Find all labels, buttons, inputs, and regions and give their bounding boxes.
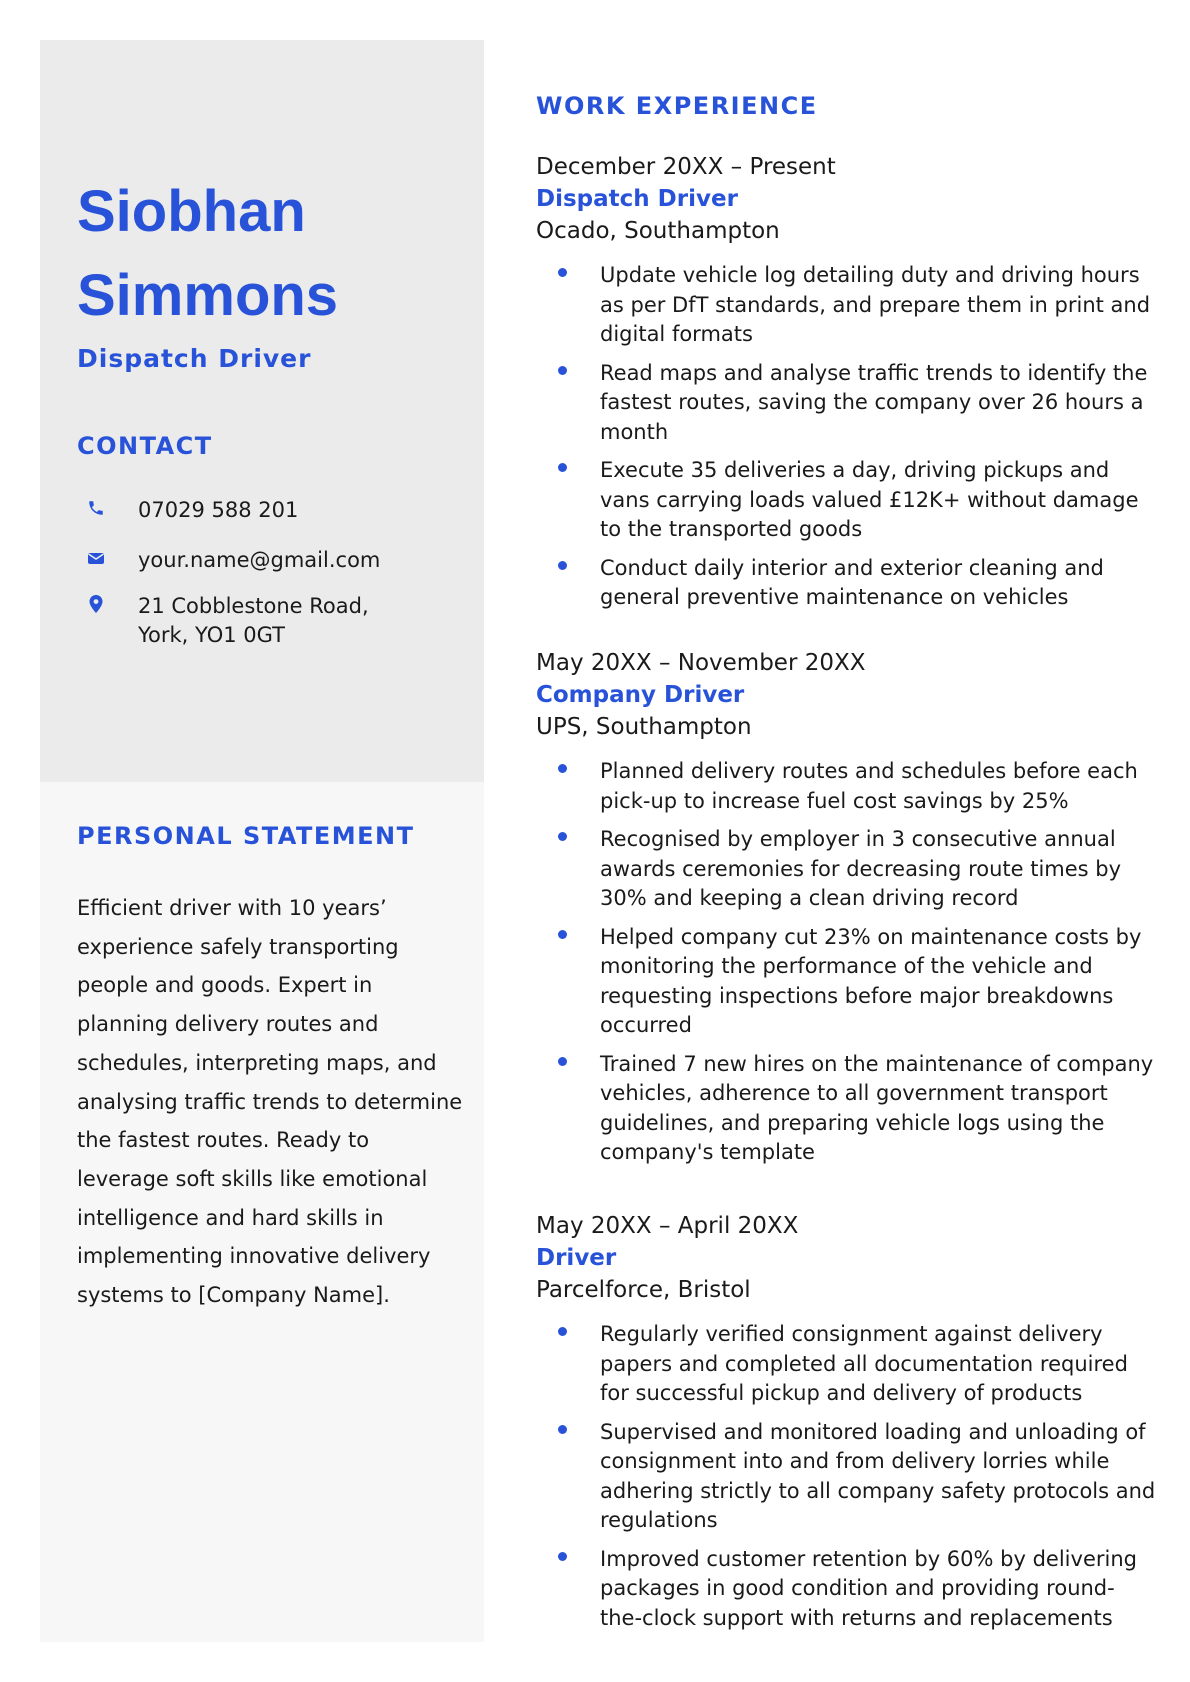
job-bullets	[536, 757, 1156, 1168]
bullet-dot-icon	[558, 1057, 567, 1066]
job-company: Ocado, Southampton	[536, 218, 780, 244]
job-company: Parcelforce, Bristol	[536, 1277, 751, 1303]
bullet-dot-icon	[558, 1327, 567, 1336]
bullet-dot-icon	[558, 1425, 567, 1434]
email-address: your.name@gmail.com	[138, 548, 381, 572]
last-name: Simmons	[77, 263, 339, 328]
candidate-name	[77, 170, 338, 338]
phone-icon	[84, 496, 108, 520]
bullet-dot-icon	[558, 832, 567, 841]
job-bullet: Update vehicle log detailing duty and driving hours as per DfT standards, and prepare them in print and digital formats	[536, 261, 1156, 350]
job-bullet: Helped company cut 23% on maintenance costs by monitoring the performance of the vehicle and requesting inspections before major breakdowns occurred	[536, 923, 1156, 1041]
bullet-dot-icon	[558, 268, 567, 277]
envelope-icon	[84, 546, 108, 570]
job-bullet: Read maps and analyse traffic trends to identify the fastest routes, saving the company over 26 hours a month	[536, 359, 1156, 448]
job-bullet: Execute 35 deliveries a day, driving pickups and vans carrying loads valued £12K+ without damage to the transported goods	[536, 456, 1156, 545]
bullet-dot-icon	[558, 463, 567, 472]
job-bullet: Trained 7 new hires on the maintenance of company vehicles, adherence to all government transport guidelines, and preparing vehicle logs using the company's template	[536, 1050, 1156, 1168]
job-company: UPS, Southampton	[536, 714, 752, 740]
job-title: Dispatch Driver	[536, 186, 738, 212]
job-bullet: Conduct daily interior and exterior cleaning and general preventive maintenance on vehicles	[536, 554, 1156, 613]
bullet-dot-icon	[558, 366, 567, 375]
address-line-2: York, YO1 0GT	[138, 623, 285, 647]
bullet-dot-icon	[558, 561, 567, 570]
bullet-dot-icon	[558, 1552, 567, 1561]
contact-heading: CONTACT	[77, 432, 213, 460]
first-name: Siobhan	[77, 179, 306, 244]
job-title: Company Driver	[536, 682, 745, 708]
job-dates: December 20XX – Present	[536, 154, 836, 180]
job-entry-ups	[536, 647, 1156, 1177]
contact-email[interactable]	[84, 546, 380, 575]
job-dates: May 20XX – April 20XX	[536, 1213, 799, 1239]
work-experience-heading: WORK EXPERIENCE	[536, 92, 818, 120]
job-bullet: Supervised and monitored loading and unloading of consignment into and from delivery lorries while adhering strictly to all company safety protocols and regulations	[536, 1418, 1156, 1536]
job-bullet: Improved customer retention by 60% by delivering packages in good condition and providing round-the-clock support with returns and replacements	[536, 1545, 1156, 1634]
job-entry-parcelforce	[536, 1210, 1156, 1642]
job-bullet: Recognised by employer in 3 consecutive annual awards ceremonies for decreasing route times by 30% and keeping a clean driving record	[536, 825, 1156, 914]
contact-address	[84, 592, 369, 650]
address-line-1: 21 Cobblestone Road,	[138, 594, 369, 618]
personal-statement-text: Efficient driver with 10 years’ experience safely transporting people and goods. Expert in planning delivery routes and schedules, interpreting maps, and analysing traffic trends to determine the fastest routes. Ready to leverage soft skills like emotional intelligence and hard skills in implementing innovative delivery systems to [Company Name].	[77, 896, 463, 1308]
job-bullets	[536, 1320, 1156, 1633]
job-entry-ocado	[536, 151, 1156, 622]
bullet-dot-icon	[558, 764, 567, 773]
sidebar-top-panel	[40, 40, 484, 782]
job-dates: May 20XX – November 20XX	[536, 650, 866, 676]
job-role: Dispatch Driver	[77, 344, 312, 373]
job-bullets	[536, 261, 1156, 613]
job-title: Driver	[536, 1245, 617, 1271]
contact-phone[interactable]	[84, 496, 298, 525]
location-pin-icon	[84, 592, 108, 616]
personal-statement-heading: PERSONAL STATEMENT	[77, 822, 415, 850]
phone-number: 07029 588 201	[138, 498, 299, 522]
job-bullet: Regularly verified consignment against delivery papers and completed all documentation required for successful pickup and delivery of products	[536, 1320, 1156, 1409]
bullet-dot-icon	[558, 930, 567, 939]
job-bullet: Planned delivery routes and schedules before each pick-up to increase fuel cost savings by 25%	[536, 757, 1156, 816]
address-text	[138, 592, 369, 650]
